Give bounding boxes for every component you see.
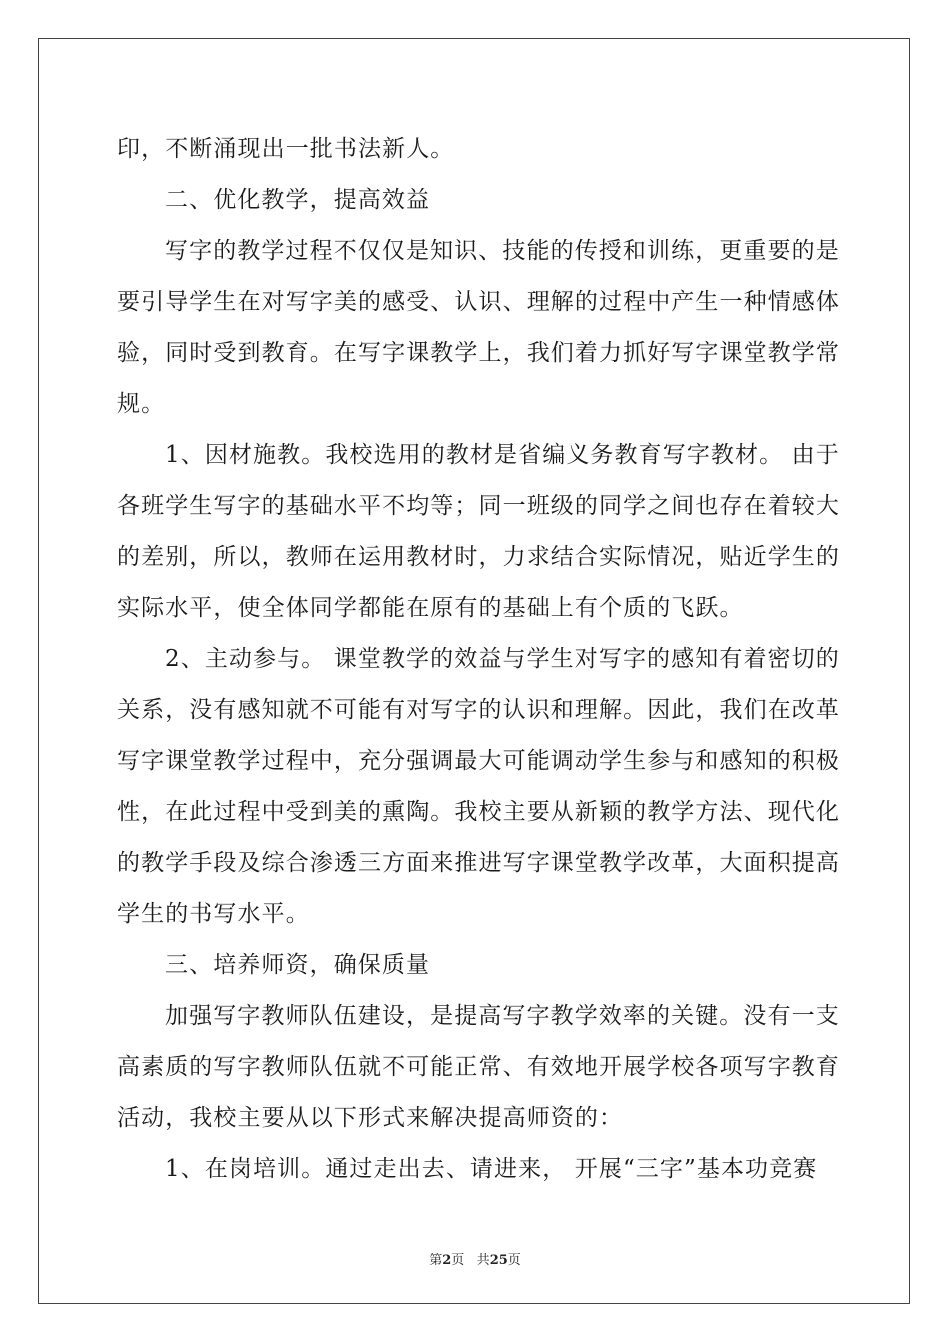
text-line: 验，同时受到教育。在写字课教学上，我们着力抓好写字课堂教学常	[117, 340, 840, 366]
current-page-number: 2	[442, 1253, 452, 1268]
text-line: 1、因材施教。我校选用的教材是省编义务教育写字教材。 由于	[165, 442, 840, 468]
footer-total-unit: 页	[507, 1253, 521, 1268]
page-footer	[0, 1249, 950, 1268]
section-heading: 二、优化教学，提高效益	[165, 187, 431, 213]
text-line: 要引导学生在对写字美的感受、认识、理解的过程中产生一种情感体	[117, 289, 840, 315]
text-line: 学生的书写水平。	[117, 901, 310, 927]
text-line: 实际水平，使全体同学都能在原有的基础上有个质的飞跃。	[117, 595, 744, 621]
text-line: 活动，我校主要从以下形式来解决提高师资的：	[117, 1105, 624, 1131]
text-line: 高素质的写字教师队伍就不可能正常、有效地开展学校各项写字教育	[117, 1054, 840, 1080]
text-line: 写字课堂教学过程中，充分强调最大可能调动学生参与和感知的积极	[117, 748, 840, 774]
text-line: 的教学手段及综合渗透三方面来推进写字课堂教学改革，大面积提高	[117, 850, 840, 876]
text-line: 2、主动参与。 课堂教学的效益与学生对写字的感知有着密切的	[165, 646, 840, 672]
text-line: 关系，没有感知就不可能有对写字的认识和理解。因此，我们在改革	[117, 697, 840, 723]
text-line: 印，不断涌现出一批书法新人。	[117, 136, 455, 162]
text-line: 规。	[117, 391, 166, 417]
document-body	[117, 124, 840, 1195]
footer-page-unit: 页	[451, 1253, 465, 1268]
footer-total-prefix: 共	[476, 1253, 490, 1268]
text-line: 的差别，所以，教师在运用教材时，力求结合实际情况，贴近学生的	[117, 544, 840, 570]
section-heading: 三、培养师资，确保质量	[165, 952, 431, 978]
text-line: 加强写字教师队伍建设，是提高写字教学效率的关键。没有一支	[165, 1003, 840, 1029]
text-line: 各班学生写字的基础水平不均等；同一班级的同学之间也存在着较大	[117, 493, 840, 519]
text-line: 写字的教学过程不仅仅是知识、技能的传授和训练，更重要的是	[165, 238, 840, 264]
text-line: 1、在岗培训。通过走出去、请进来， 开展“三字”基本功竞赛	[165, 1156, 818, 1182]
text-line: 性，在此过程中受到美的熏陶。我校主要从新颖的教学方法、现代化	[117, 799, 840, 825]
footer-prefix: 第	[429, 1253, 443, 1268]
total-page-count: 25	[489, 1253, 508, 1268]
